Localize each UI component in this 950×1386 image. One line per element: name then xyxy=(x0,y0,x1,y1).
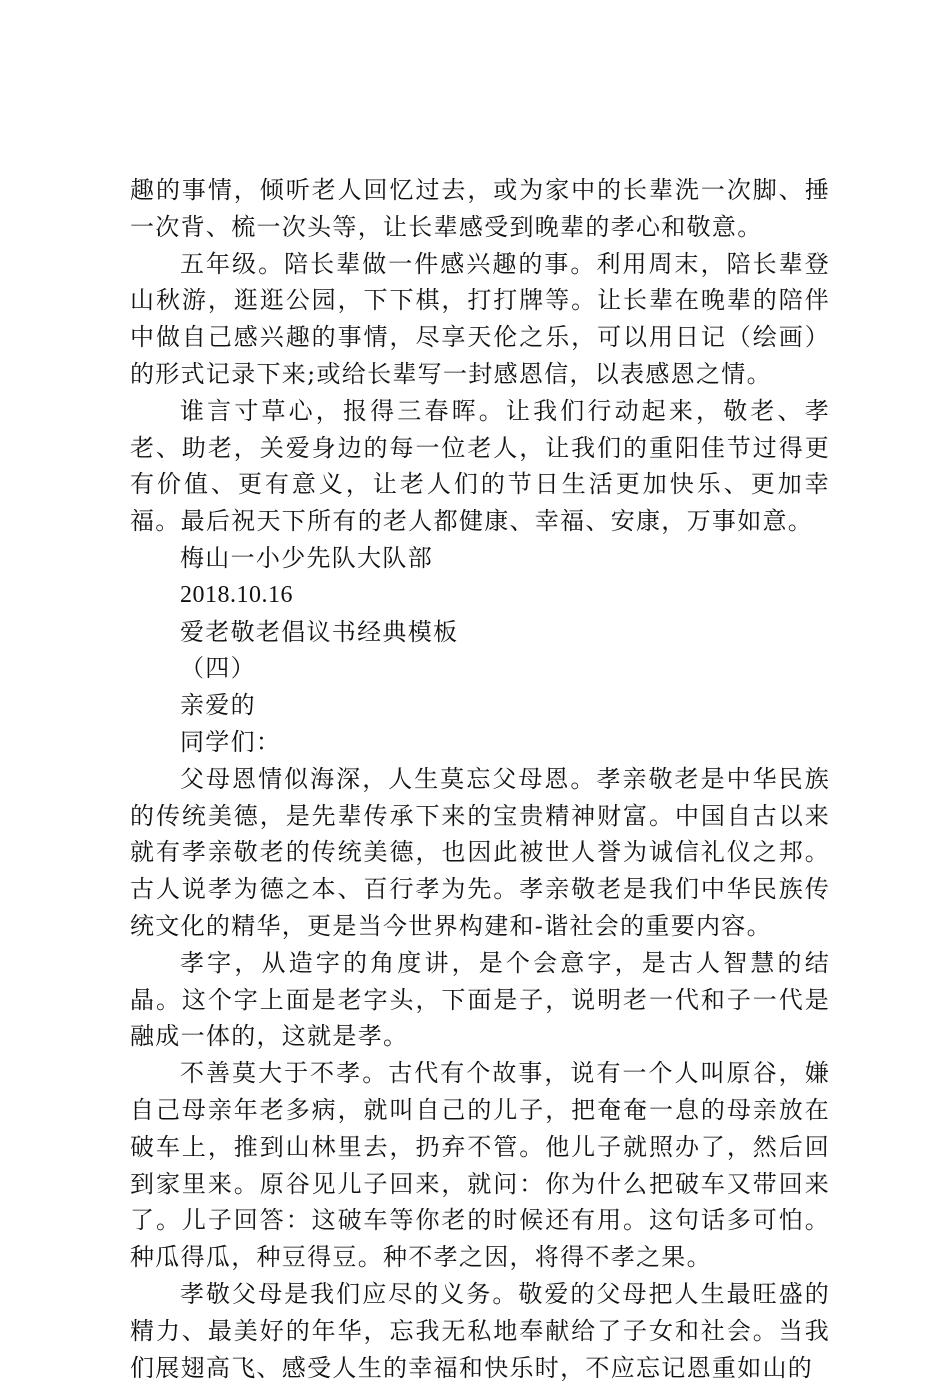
section-title: 爱老敬老倡议书经典模板 xyxy=(180,617,459,646)
salutation-part-one: 亲爱的 xyxy=(180,691,256,720)
paragraph-filial-piety-intro: 父母恩情似海深，人生莫忘父母恩。孝亲敬老是中华民族的传统美德，是先辈传承下来的宝贵精神财富。中国自古以来就有孝亲敬老的传统美德，也因此被世人誉为诚信礼仪之邦。古人说孝为德之本、百行孝为先。孝亲敬老是我们中华民族传统文化的精华，更是当今世界构建和-谐社会的重要内容。 xyxy=(130,764,830,940)
signature-organization: 梅山一小少先队大队部 xyxy=(180,543,433,572)
section-number: （四） xyxy=(180,654,256,683)
signature-date: 2018.10.16 xyxy=(180,581,293,608)
paragraph-duty: 孝敬父母是我们应尽的义务。敬爱的父母把人生最旺盛的精力、最美好的年华，忘我无私地奉献给了子女和社会。当我们展翅高飞、感受人生的幸福和快乐时，不应忘记恩重如山的 xyxy=(130,1279,830,1382)
paragraph-call-to-action: 谁言寸草心，报得三春晖。让我们行动起来，敬老、孝老、助老，关爱身边的每一位老人，让我们的重阳佳节过得更有价值、更有意义，让老人们的节日生活更加快乐、更加幸福。最后祝天下所有的老人都健康、幸福、安康，万事如意。 xyxy=(130,396,830,536)
paragraph-grade-five: 五年级。陪长辈做一件感兴趣的事。利用周末，陪长辈登山秋游，逛逛公园，下下棋，打打牌等。让长辈在晚辈的陪伴中做自己感兴趣的事情，尽享天伦之乐，可以用日记（绘画）的形式记录下来;或给长辈写一封感恩信，以表感恩之情。 xyxy=(130,249,830,388)
salutation-part-two: 同学们： xyxy=(180,727,282,756)
document-body xyxy=(130,172,830,1386)
paragraph-story: 不善莫大于不孝。古代有个故事，说有一个人叫原谷，嫌自己母亲年老多病，就叫自己的儿子，把奄奄一息的母亲放在破车上，推到山林里去，扔弃不管。他儿子就照办了，然后回到家里来。原谷见儿子回来，就问：你为什么把破车又带回来了。儿子回答：这破车等你老的时候还有用。这句话多可怕。种瓜得瓜，种豆得豆。种不孝之因，将得不孝之果。 xyxy=(130,1059,830,1272)
paragraph-character-meaning: 孝字，从造字的角度讲，是个会意字，是古人智慧的结晶。这个字上面是老字头，下面是子，说明老一代和子一代是融成一体的，这就是孝。 xyxy=(130,948,830,1051)
paragraph-continuation: 趣的事情，倾听老人回忆过去，或为家中的长辈洗一次脚、捶一次背、梳一次头等，让长辈感受到晚辈的孝心和敬意。 xyxy=(130,176,830,241)
